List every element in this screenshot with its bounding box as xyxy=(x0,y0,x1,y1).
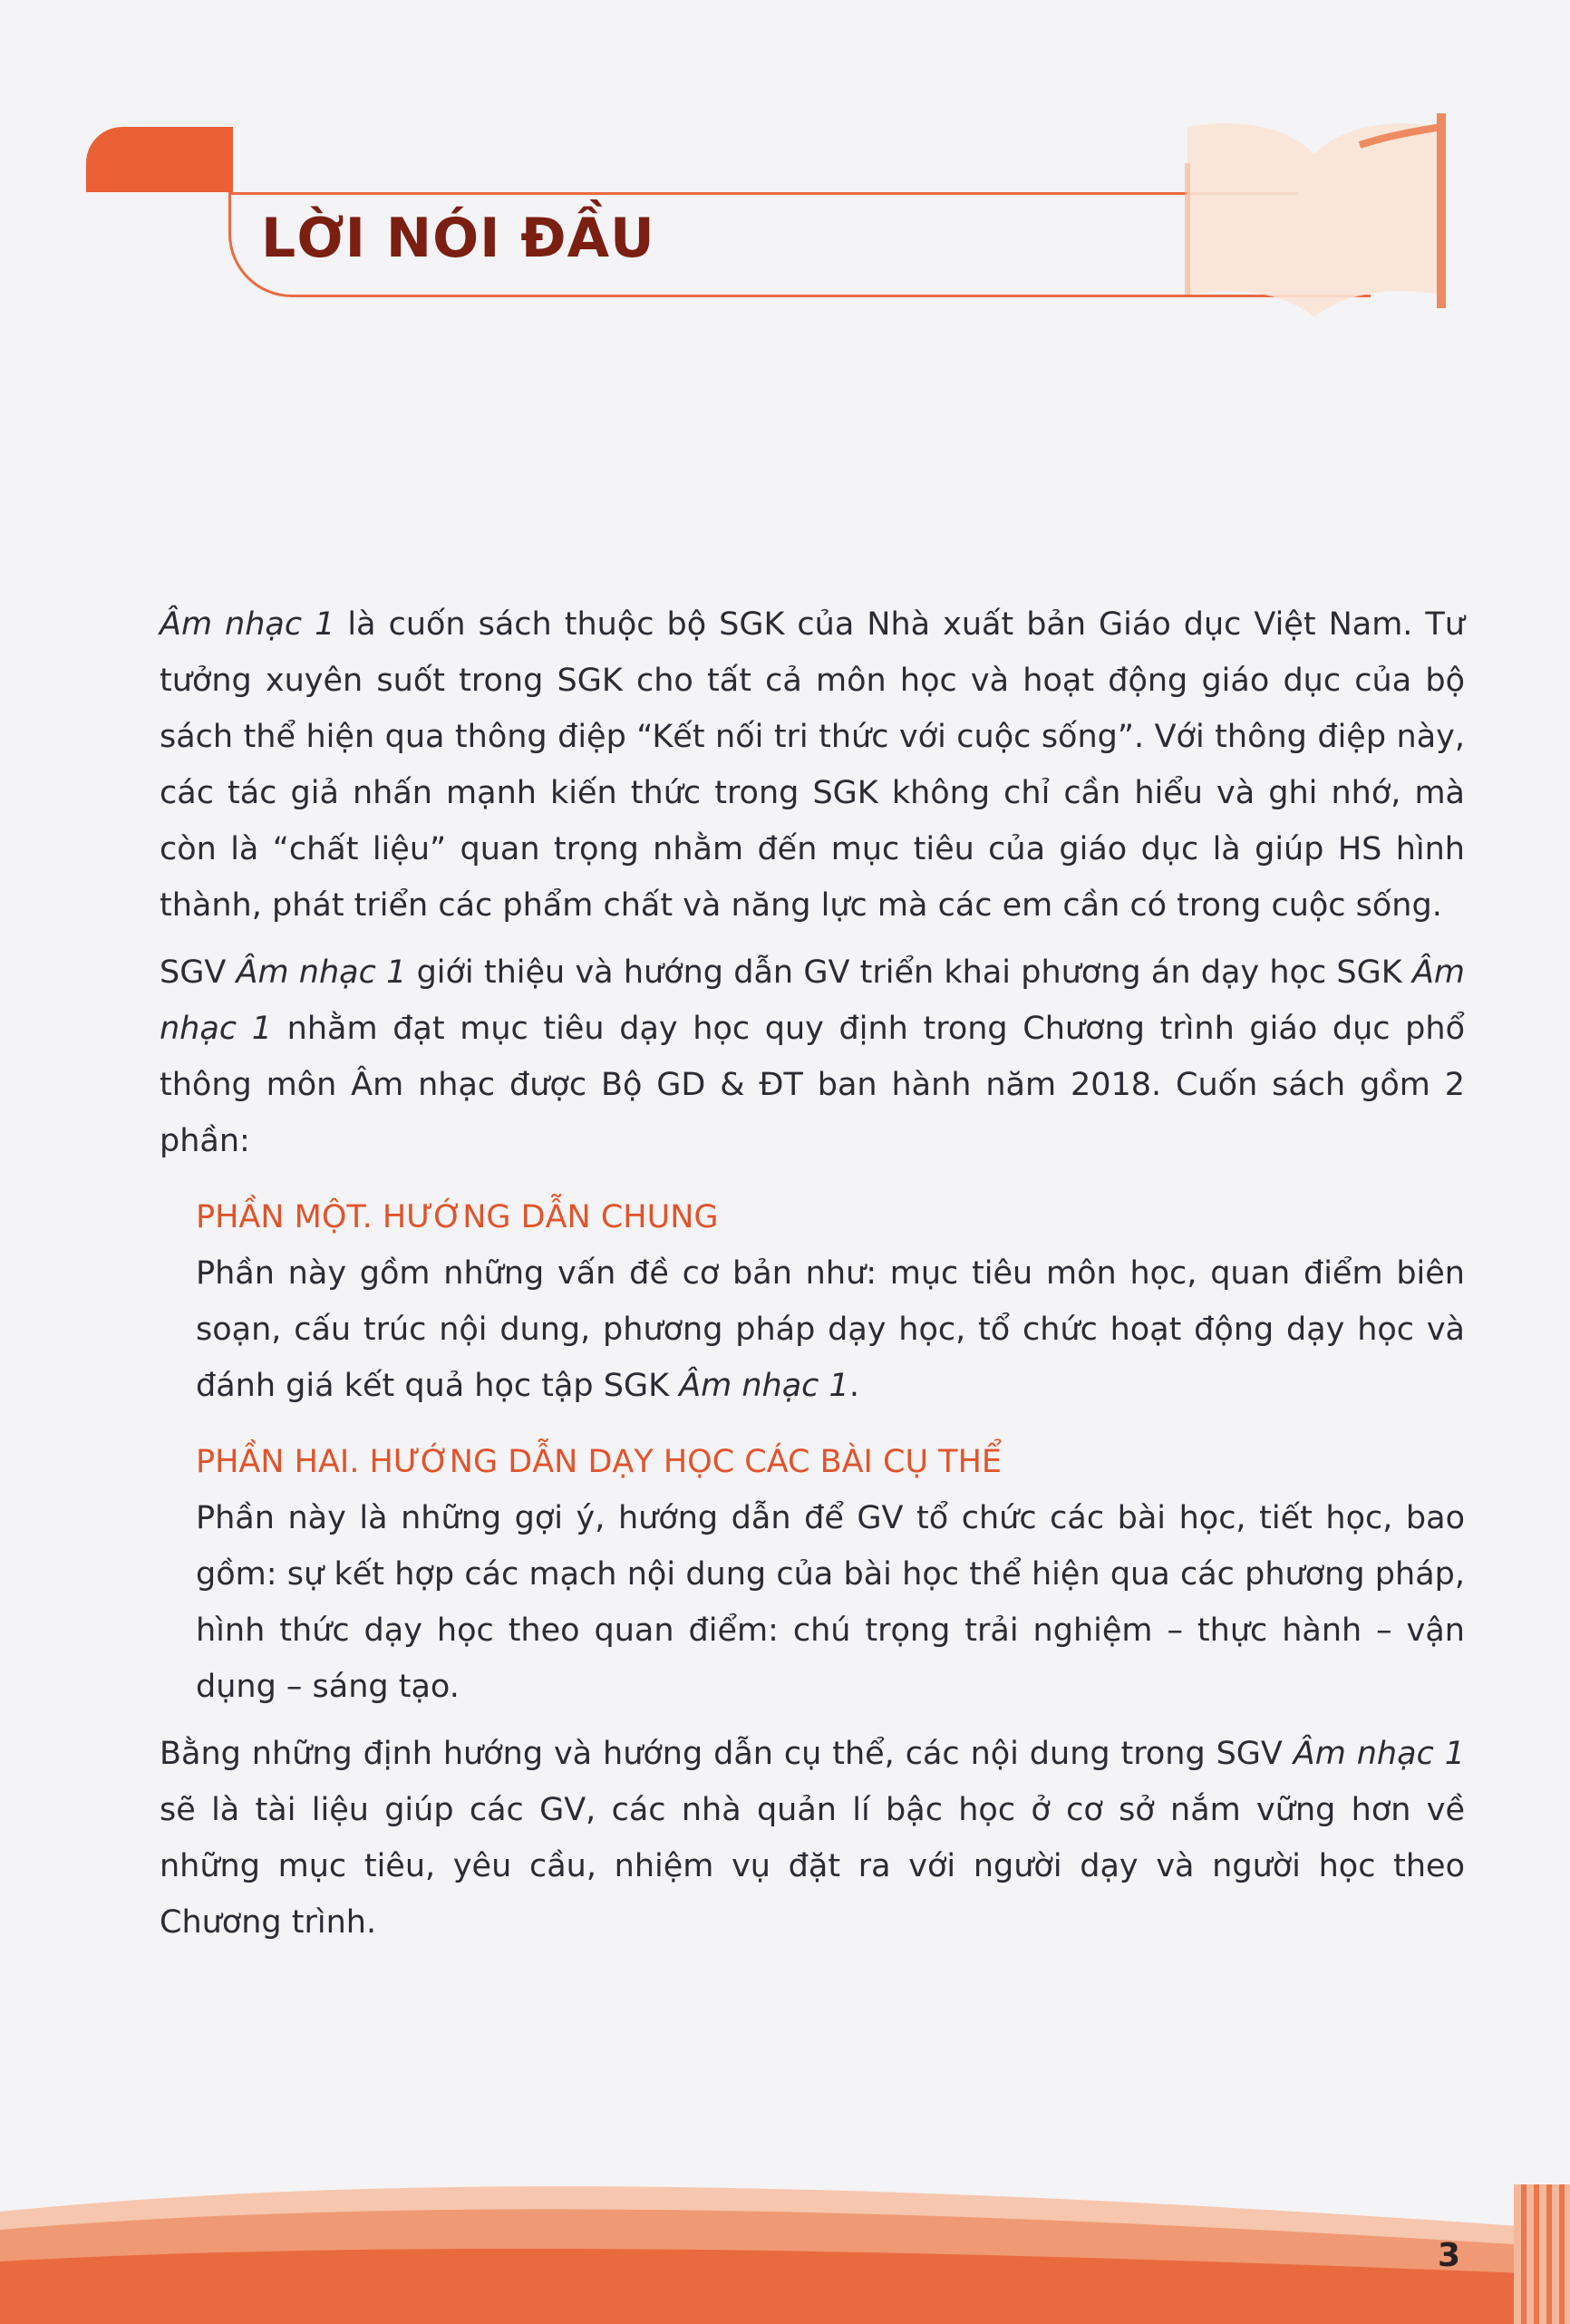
book-title-italic: Âm nhạc 1 xyxy=(236,954,407,991)
paragraph-closing xyxy=(160,1726,1465,1951)
header-tab-accent xyxy=(86,127,233,192)
page-number: 3 xyxy=(1438,2237,1461,2274)
paragraph-text: . xyxy=(848,1368,859,1404)
open-book-icon xyxy=(1169,109,1459,344)
paragraph-text: SGV xyxy=(160,954,237,991)
paragraph-text: nhằm đạt mục tiêu dạy học quy định trong Chương trình giáo dục phổ thông môn Âm nhạc được Bộ GD & ĐT ban hành năm 2018. Cuốn sách gồm 2 phần: xyxy=(160,1011,1465,1159)
preface-content xyxy=(160,596,1465,1951)
book-title-italic: Âm nhạc 1 xyxy=(679,1368,849,1404)
part-one-heading: PHẦN MỘT. HƯỚNG DẪN CHUNG xyxy=(196,1199,719,1235)
paragraph-text: Phần này gồm những vấn đề cơ bản như: mục tiêu môn học, quan điểm biên soạn, cấu trúc nội dung, phương pháp dạy học, tổ chức hoạt động dạy học và đánh giá kết quả học tập SGK xyxy=(196,1255,1465,1404)
paragraph-text: sẽ là tài liệu giúp các GV, các nhà quản lí bậc học ở cơ sở nắm vững hơn về những mục tiêu, yêu cầu, nhiệm vụ đặt ra với người dạy và người học theo Chương trình. xyxy=(160,1792,1465,1941)
footer-wave xyxy=(0,2175,1570,2324)
book-title-italic: Âm nhạc 1 xyxy=(160,606,335,643)
page-title: LỜI NÓI ĐẦU xyxy=(261,207,655,270)
book-title-italic: Âm nhạc 1 xyxy=(160,954,1465,1047)
paragraph-text: là cuốn sách thuộc bộ SGK của Nhà xuất bản Giáo dục Việt Nam. Tư tưởng xuyên suốt trong SGK cho tất cả môn học và hoạt động giáo dục của bộ sách thể hiện qua thông điệp “Kết nối tri thức với cuộc sống”. Với thông điệp này, các tác giả nhấn mạnh kiến thức trong SGK không chỉ cần hiểu và ghi nhớ, mà còn là “chất liệu” quan trọng nhằm đến mục tiêu của giáo dục là giúp HS hình thành, phát triển các phẩm chất và năng lực mà các em cần có trong cuộc sống. xyxy=(160,606,1465,924)
part-one-body xyxy=(196,1245,1465,1414)
paragraph-text: giới thiệu và hướng dẫn GV triển khai phương án dạy học SGK xyxy=(406,954,1412,991)
page-edge-stripes xyxy=(1514,2184,1570,2324)
book-title-italic: Âm nhạc 1 xyxy=(1293,1736,1465,1772)
paragraph-sgv xyxy=(160,944,1465,1169)
paragraph-intro xyxy=(160,596,1465,934)
part-two-body xyxy=(196,1490,1465,1715)
part-two-heading: PHẦN HAI. HƯỚNG DẪN DẠY HỌC CÁC BÀI CỤ THỂ xyxy=(196,1444,1002,1480)
paragraph-text: Bằng những định hướng và hướng dẫn cụ thể, các nội dung trong SGV xyxy=(160,1736,1294,1772)
paragraph-text: Phần này là những gợi ý, hướng dẫn để GV tổ chức các bài học, tiết học, bao gồm: sự kết hợp các mạch nội dung của bài học thể hiện qua các phương pháp, hình thức dạy học theo quan điểm: chú trọng trải nghiệm – thực hành – vận dụng – sáng tạo. xyxy=(196,1500,1465,1705)
title-rule xyxy=(228,192,1298,195)
